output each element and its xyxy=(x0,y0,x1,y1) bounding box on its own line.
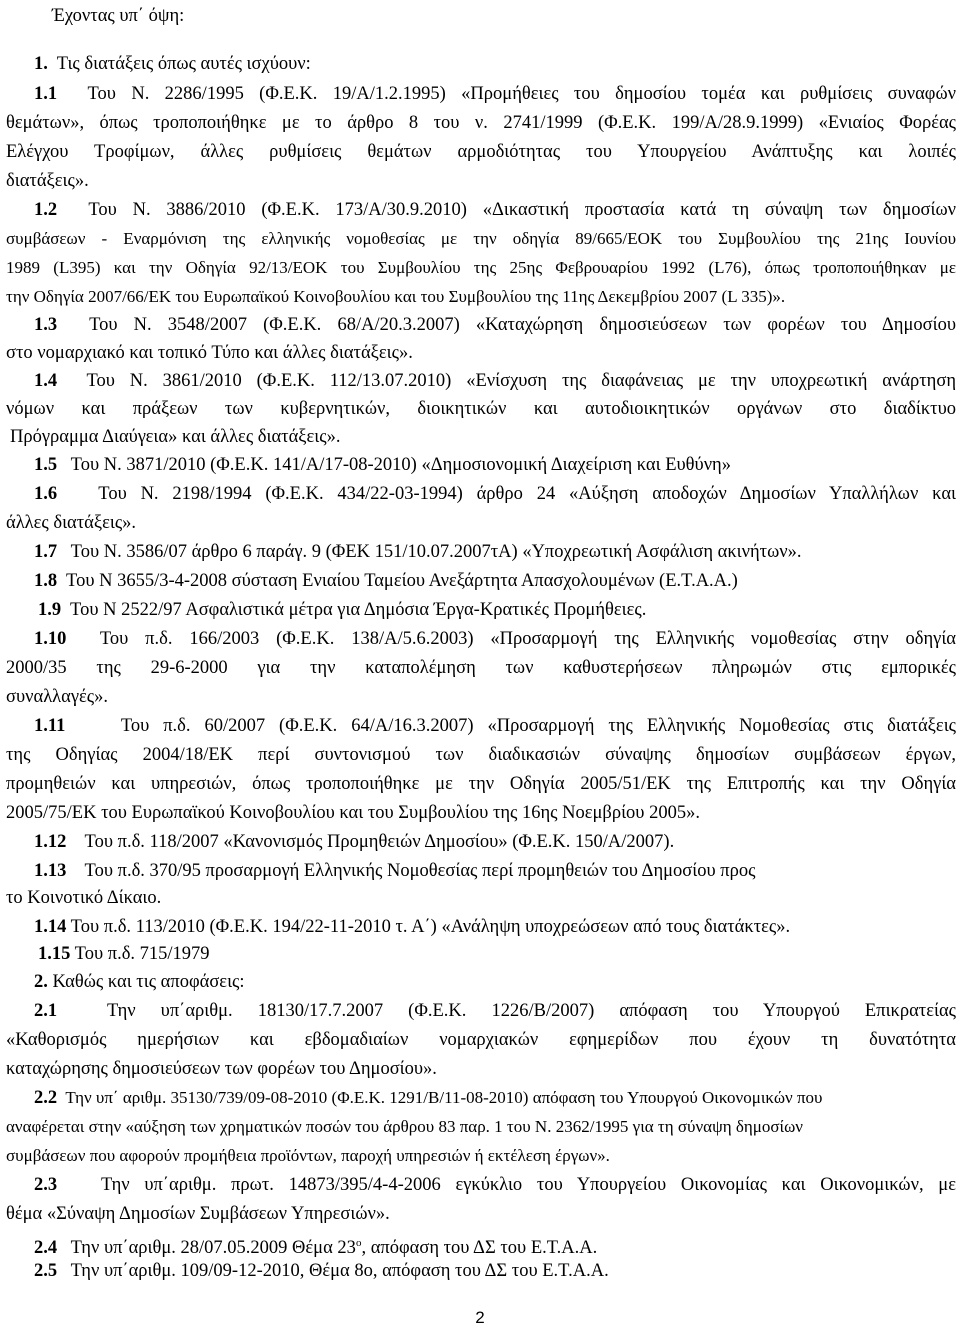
clause-text: Του π.δ. 715/1979 xyxy=(74,944,210,964)
clause-2-1-line-1 xyxy=(34,999,956,1023)
clause-1-1-line-1 xyxy=(34,82,956,106)
clause-text: , απόφαση του ΔΣ του Ε.Τ.Α.Α. xyxy=(361,1238,598,1259)
clause-1-13-line-1 xyxy=(34,859,960,883)
intro-heading-text: Έχοντας υπ΄ όψη: xyxy=(52,6,185,26)
clause-number: 1.5 xyxy=(34,455,58,475)
clause-1-4-line-2 xyxy=(6,397,956,421)
clause-2-2-line-2 xyxy=(6,1115,956,1139)
clause-text: Του Ν. 3548/2007 (Φ.Ε.Κ. 68/Α/20.3.2007) «Καταχώρηση δημοσιεύσεων των φορέων του Δημοσίου xyxy=(89,315,957,335)
clause-1-15 xyxy=(38,942,960,966)
clause-text: συμβάσεων που αφορούν προμήθεια προϊόντων, παροχή υπηρεσιών ή εκτέλεση έργων». xyxy=(6,1146,610,1165)
clause-text: στο νομαρχιακό και τοπικό Τύπο και άλλες διατάξεις». xyxy=(6,343,413,363)
clause-1-4-line-1 xyxy=(34,369,956,393)
clause-text: Την υπ΄αριθμ. 18130/17.7.2007 (Φ.Ε.Κ. 1226/Β/2007) απόφαση του Υπουργού Επικρατείας xyxy=(106,1001,956,1021)
clause-1-2-line-3 xyxy=(6,256,956,280)
clause-1-10-line-2 xyxy=(6,656,956,680)
clause-text: της Οδηγίας 2004/18/ΕΚ περί συντονισμού των διαδικασιών σύναψης δημοσίων συμβάσεων έργων, xyxy=(6,745,956,765)
intro-heading xyxy=(52,4,960,28)
clause-text: το Κοινοτικό Δίκαιο. xyxy=(6,888,162,908)
clause-1-10-line-3 xyxy=(6,685,956,709)
clause-text: προμηθειών και υπηρεσιών, όπως τροποποιήθηκε με την Οδηγία 2005/51/ΕΚ της Επιτροπής και την Οδηγία xyxy=(6,774,956,794)
clause-1-11-line-2 xyxy=(6,743,956,767)
clause-2 xyxy=(34,970,960,994)
clause-2-1-line-2 xyxy=(6,1028,956,1052)
clause-1-4-line-3 xyxy=(10,425,960,449)
clause-1-3-line-1 xyxy=(34,313,956,337)
clause-text: Του Ν. 2286/1995 (Φ.Ε.Κ. 19/Α/1.2.1995) «Προμήθειες του δημοσίου τομέα και ρυθμίσεις συναφών xyxy=(87,84,957,104)
clause-1-11-line-1 xyxy=(34,714,956,738)
clause-1-11-line-3 xyxy=(6,772,956,796)
clause-text: Του π.δ. 370/95 προσαρμογή Ελληνικής Νομοθεσίας περί προμηθειών του Δημοσίου προς xyxy=(84,861,756,881)
clause-1-2-line-2 xyxy=(6,227,956,251)
clause-1-13-line-2 xyxy=(6,886,956,910)
clause-text: Του π.δ. 118/2007 «Κανονισμός Προμηθειών Δημοσίου» (Φ.Ε.Κ. 150/Α/2007). xyxy=(84,832,675,852)
clause-text: Του π.δ. 60/2007 (Φ.Ε.Κ. 64/Α/16.3.2007) «Προσαρμογή της Ελληνικής Νομοθεσίας στις διατάξεις xyxy=(120,716,956,736)
clause-text: Του π.δ. 166/2003 (Φ.Ε.Κ. 138/Α/5.6.2003) «Προσαρμογή της Ελληνικής νομοθεσίας στην οδηγία xyxy=(99,629,956,649)
clause-text: Την υπ΄αριθμ. 28/07.05.2009 Θέμα 23 xyxy=(70,1238,356,1259)
clause-number: 1.1 xyxy=(34,84,58,104)
clause-text: Τις διατάξεις όπως αυτές ισχύουν: xyxy=(56,54,311,74)
clause-2-3-line-2 xyxy=(6,1202,956,1226)
clause-text: Πρόγραμμα Διαύγεια» και άλλες διατάξεις». xyxy=(10,427,341,447)
clause-1-3-line-2 xyxy=(6,341,956,365)
clause-number: 1.13 xyxy=(34,861,67,881)
clause-number: 1.11 xyxy=(34,716,66,736)
clause-text: Του Ν. 3586/07 άρθρο 6 παράγ. 9 (ΦΕΚ 151/10.07.2007τΑ) «Υποχρεωτική Ασφάλιση ακινήτων». xyxy=(70,542,802,562)
clause-1-10-line-1 xyxy=(34,627,956,651)
clause-number: 1.2 xyxy=(34,200,58,220)
clause-1 xyxy=(34,52,960,76)
clause-text: Του Ν. 3861/2010 (Φ.Ε.Κ. 112/13.07.2010) «Ενίσχυση της διαφάνειας με την υποχρεωτική ανάρτηση xyxy=(86,371,956,391)
clause-number: 1.15 xyxy=(38,944,71,964)
clause-2-5 xyxy=(34,1259,960,1283)
clause-text: Του Ν 3655/3-4-2008 σύσταση Ενιαίου Ταμείου Ανεξάρτητα Απασχολουμένων (Ε.Τ.Α.Α.) xyxy=(66,571,738,591)
clause-number: 2.2 xyxy=(34,1088,58,1108)
clause-number: 2.3 xyxy=(34,1175,58,1195)
clause-text: καταχώρησης δημοσιεύσεων των φορέων του Δημοσίου». xyxy=(6,1059,437,1079)
clause-1-1-line-4 xyxy=(6,169,956,193)
clause-number: 2.1 xyxy=(34,1001,58,1021)
clause-text: «Καθορισμός ημερήσιων και εβδομαδιαίων νομαρχιακών εφημερίδων που έχουν τη δυνατότητα xyxy=(6,1030,956,1050)
clause-text: Την υπ΄αριθμ. 109/09-12-2010, Θέμα 8ο, απόφαση του ΔΣ του Ε.Τ.Α.Α. xyxy=(70,1261,609,1281)
clause-2-2-line-3 xyxy=(6,1144,956,1168)
clause-number: 2.5 xyxy=(34,1261,58,1281)
clause-text: 2005/75/ΕΚ του Ευρωπαϊκού Κοινοβουλίου και του Συμβουλίου της 16ης Νοεμβρίου 2005». xyxy=(6,803,700,823)
clause-number: 1.10 xyxy=(34,629,67,649)
clause-text: Ελέγχου Τροφίμων, άλλες ρυθμίσεις θεμάτων αρμοδιότητας του Υπουργείου Ανάπτυξης και λοιπές xyxy=(6,142,956,162)
clause-number: 2.4 xyxy=(34,1238,58,1259)
clause-text: θέμα «Σύναψη Δημοσίων Συμβάσεων Υπηρεσιών». xyxy=(6,1204,390,1224)
clause-1-11-line-4 xyxy=(6,801,956,825)
clause-1-6-line-2 xyxy=(6,511,956,535)
clause-number: 1. xyxy=(34,54,48,74)
clause-number: 1.3 xyxy=(34,315,58,335)
clause-number: 1.4 xyxy=(34,371,58,391)
clause-1-1-line-3 xyxy=(6,140,956,164)
clause-text: Του Ν 2522/97 Ασφαλιστικά μέτρα για Δημόσια Έργα-Κρατικές Προμήθειες. xyxy=(70,600,647,620)
clause-text: 2000/35 της 29-6-2000 για την καταπολέμηση των καθυστερήσεων πληρωμών στις εμπορικές xyxy=(6,658,956,678)
clause-text: άλλες διατάξεις». xyxy=(6,513,137,533)
clause-1-12 xyxy=(34,830,960,854)
clause-1-8 xyxy=(34,569,960,593)
clause-text: Του Ν. 3871/2010 (Φ.Ε.Κ. 141/Α/17-08-2010) «Δημοσιονομική Διαχείριση και Ευθύνη» xyxy=(70,455,731,475)
clause-1-14 xyxy=(34,915,960,939)
clause-1-6-line-1 xyxy=(34,482,956,506)
clause-1-1-line-2 xyxy=(6,111,956,135)
superscript: ο xyxy=(355,1237,362,1249)
clause-2-4 xyxy=(34,1231,960,1259)
clause-1-9 xyxy=(38,598,960,622)
clause-number: 2. xyxy=(34,972,48,992)
clause-text: 1989 (L395) και την Οδηγία 92/13/ΕΟΚ του Συμβουλίου της 25ης Φεβρουαρίου 1992 (L76), όπως τροποποιήθηκαν με xyxy=(6,258,956,277)
clause-number: 1.9 xyxy=(38,600,62,620)
clause-text: συμβάσεων - Εναρμόνιση της ελληνικής νομοθεσίας με την οδηγία 89/665/ΕΟΚ του Συμβουλίου της 21ης Ιουνίου xyxy=(6,229,956,248)
clause-1-7 xyxy=(34,540,960,564)
clause-text: θεμάτων», όπως τροποποιήθηκε με το άρθρο 8 του ν. 2741/1999 (Φ.Ε.Κ. 199/Α/28.9.1999) «Ενιαίος Φορέας xyxy=(6,113,956,133)
clause-1-2-line-1 xyxy=(34,198,956,222)
clause-text: Την υπ΄ αριθμ. 35130/739/09-08-2010 (Φ.Ε.Κ. 1291/Β/11-08-2010) απόφαση του Υπουργού Οικονομικών που xyxy=(65,1088,823,1107)
clause-text: Καθώς και τις αποφάσεις: xyxy=(52,972,245,992)
page-number: 2 xyxy=(475,1308,485,1327)
clause-number: 1.7 xyxy=(34,542,58,562)
clause-number: 1.6 xyxy=(34,484,58,504)
clause-number: 1.8 xyxy=(34,571,58,591)
clause-2-1-line-3 xyxy=(6,1057,956,1081)
clause-2-3-line-1 xyxy=(34,1173,956,1197)
clause-text: νόμων και πράξεων των κυβερνητικών, διοικητικών και αυτοδιοικητικών οργάνων στο διαδίκτυο xyxy=(6,399,956,419)
clause-text: Του Ν. 3886/2010 (Φ.Ε.Κ. 173/Α/30.9.2010) «Δικαστική προστασία κατά τη σύναψη των δημοσίων xyxy=(88,200,956,220)
clause-text: Του π.δ. 113/2010 (Φ.Ε.Κ. 194/22-11-2010 τ. Α΄) «Ανάληψη υποχρεώσεων από τους διατάκτες». xyxy=(70,917,791,937)
clause-number: 1.12 xyxy=(34,832,67,852)
clause-2-2-line-1 xyxy=(34,1086,960,1110)
clause-text: Του Ν. 2198/1994 (Φ.Ε.Κ. 434/22-03-1994) άρθρο 24 «Αύξηση αποδοχών Δημοσίων Υπαλλήλων και xyxy=(98,484,956,504)
clause-number: 1.14 xyxy=(34,917,67,937)
clause-text: Την υπ΄αριθμ. πρωτ. 14873/395/4-4-2006 εγκύκλιο του Υπουργείου Οικονομίας και Οικονομικών, με xyxy=(101,1175,956,1195)
clause-text: συναλλαγές». xyxy=(6,687,108,707)
clause-text: διατάξεις». xyxy=(6,171,89,191)
clause-1-5 xyxy=(34,453,960,477)
clause-text: αναφέρεται στην «αύξηση των χρηματικών ποσών του άρθρου 83 παρ. 1 του Ν. 2362/1995 για τη σύναψη δημοσίων xyxy=(6,1117,803,1136)
clause-1-2-line-4 xyxy=(6,285,956,309)
clause-text: την Οδηγία 2007/66/ΕΚ του Ευρωπαϊκού Κοινοβουλίου και του Συμβουλίου της 11ης Δεκεμβρίου 2007 (L 335)». xyxy=(6,287,786,306)
